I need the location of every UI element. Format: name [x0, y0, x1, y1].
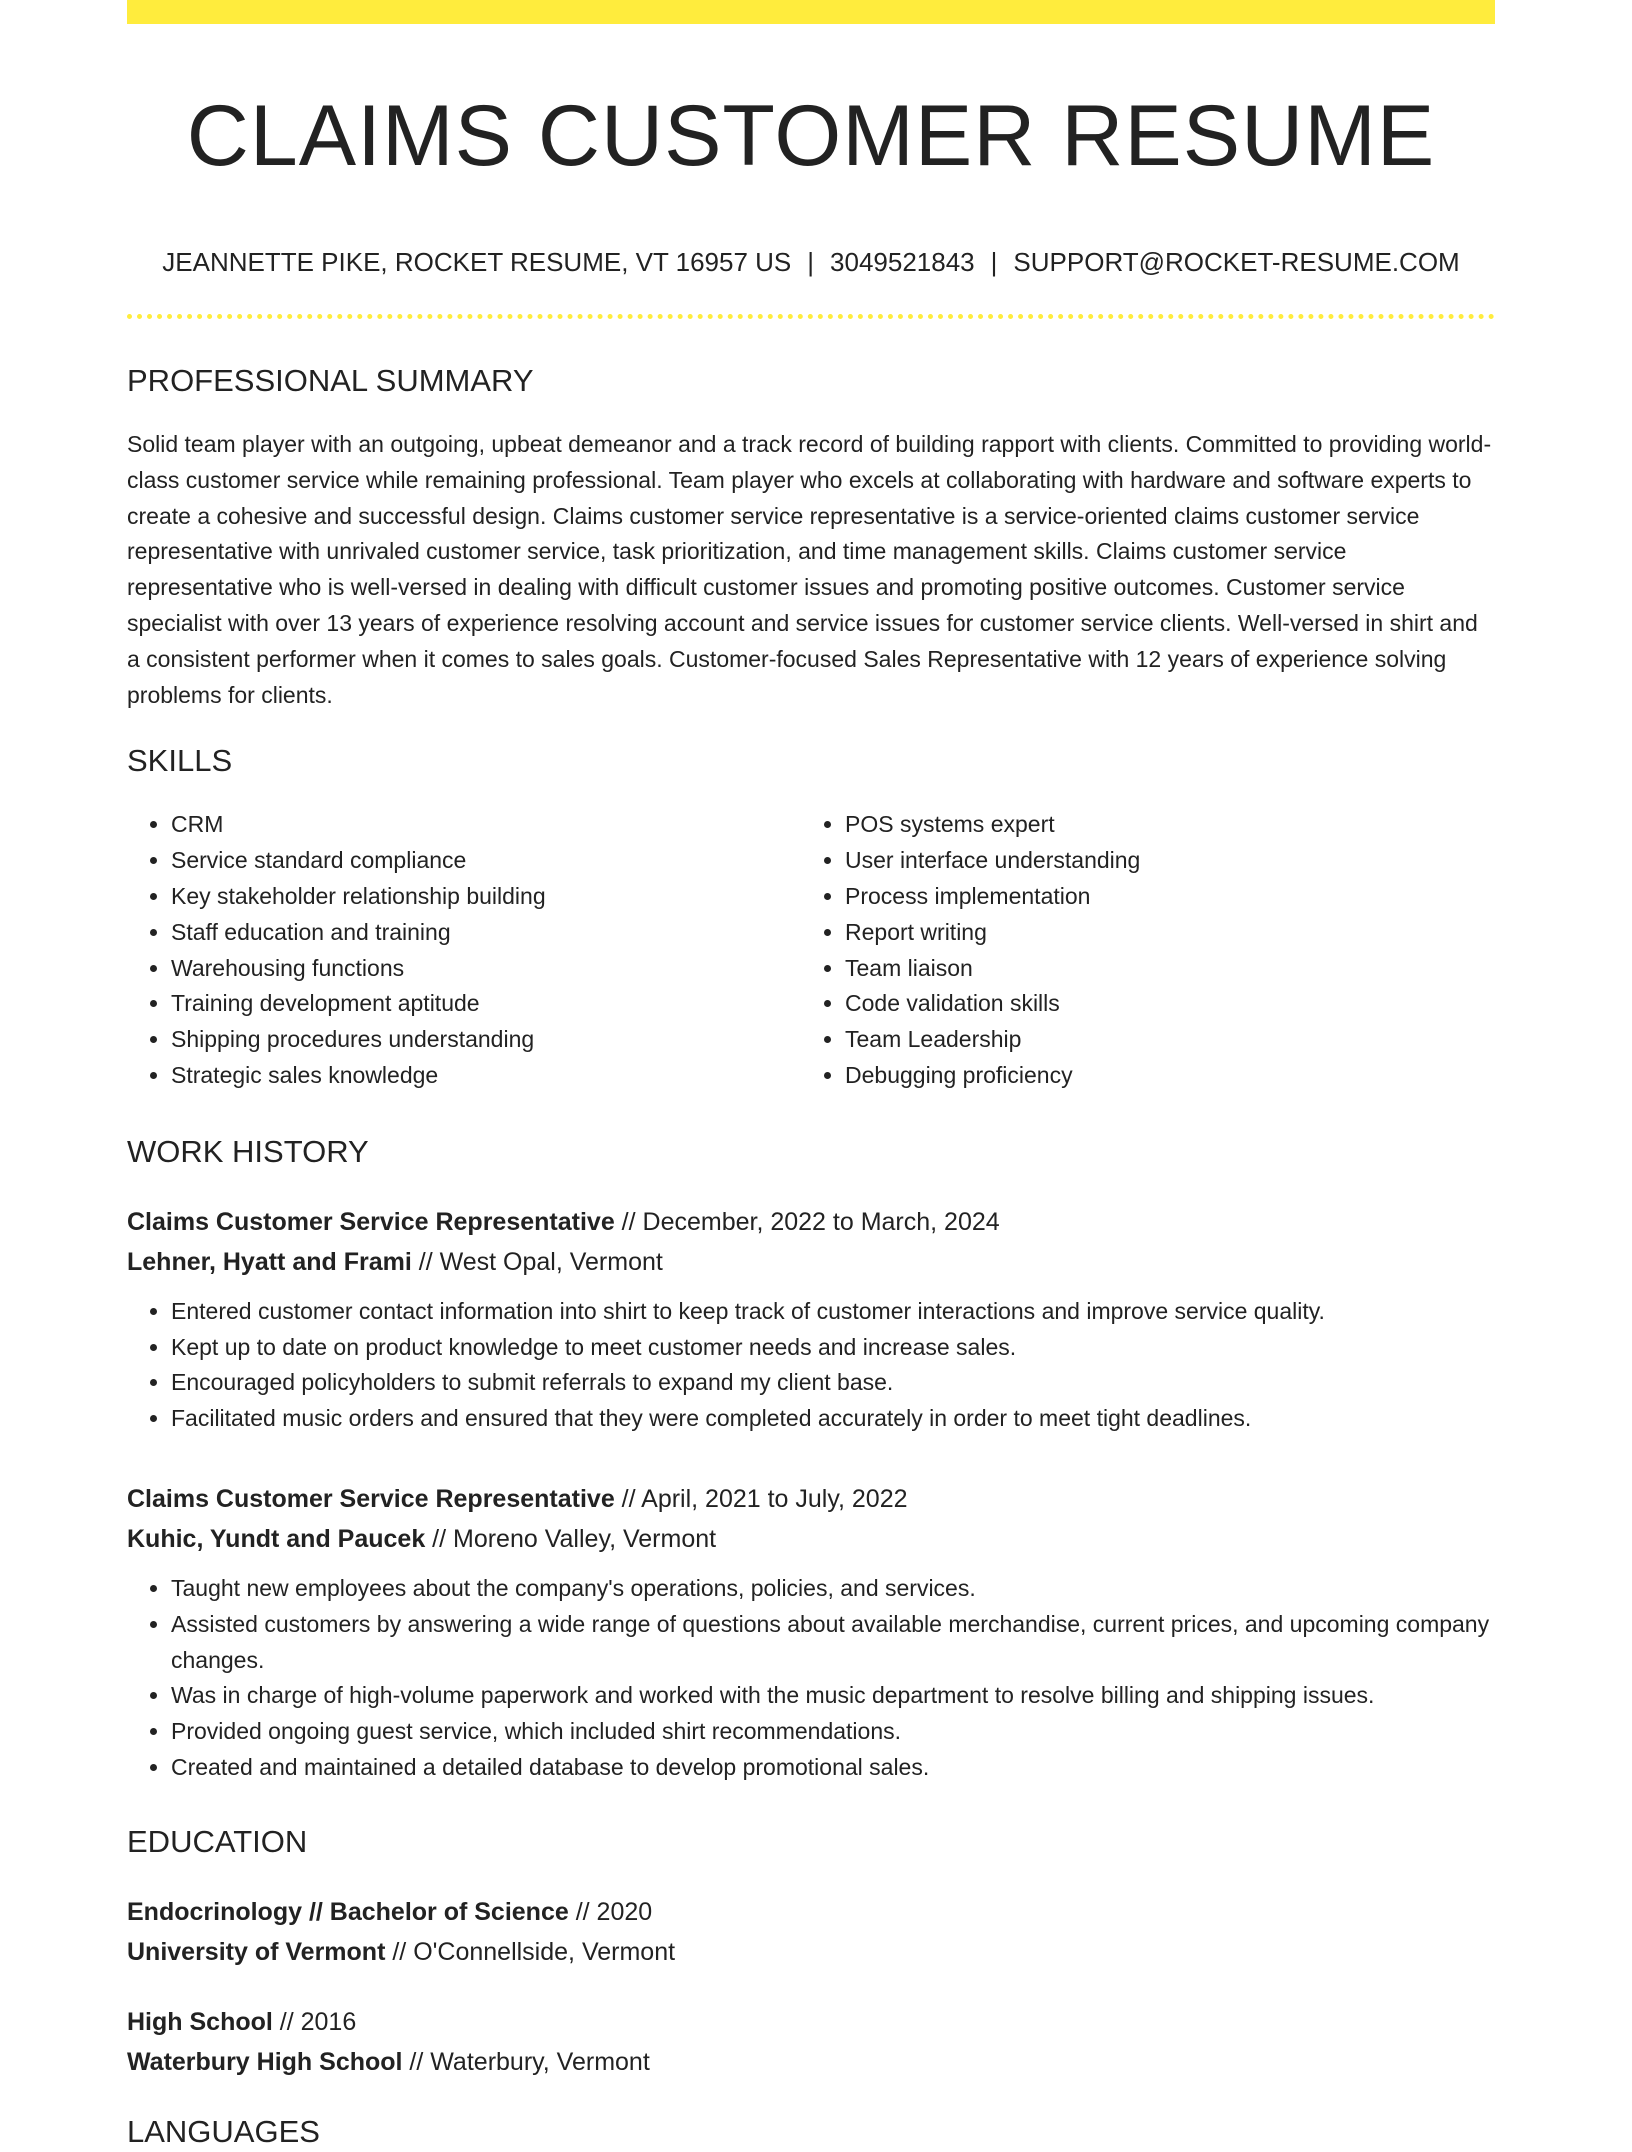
job-dates: // April, 2021 to July, 2022 [614, 1484, 908, 1513]
contact-separator: | [990, 247, 998, 277]
job-bullet: • Encouraged policyholders to submit referrals to expand my client base. [171, 1365, 1495, 1401]
job-bullet: • Kept up to date on product knowledge to meet customer needs and increase sales. [171, 1330, 1495, 1366]
skill-item: • Process implementation [845, 879, 1475, 915]
job-bullet: • Created and maintained a detailed database to develop promotional sales. [171, 1750, 1495, 1786]
job-title-line [127, 1202, 1495, 1242]
education-entry [127, 1892, 1495, 1972]
skill-item: • Key stakeholder relationship building [171, 879, 801, 915]
resume-title: CLAIMS CUSTOMER RESUME [186, 88, 1436, 184]
contact-address: JEANNETTE PIKE, ROCKET RESUME, VT 16957 US [162, 247, 792, 277]
degree-year: // 2020 [568, 1897, 653, 1926]
skills-column-right [801, 807, 1475, 1093]
job-bullet: • Was in charge of high-volume paperwork and worked with the music department to resolve billing and shipping issues. [171, 1678, 1495, 1714]
contact-email: SUPPORT@ROCKET-RESUME.COM [1013, 247, 1460, 277]
skill-item: • Staff education and training [171, 915, 801, 951]
resume-page [127, 0, 1495, 2152]
contact-phone: 3049521843 [830, 247, 975, 277]
skill-item: • Service standard compliance [171, 843, 801, 879]
skill-item: • Strategic sales knowledge [171, 1058, 801, 1094]
skill-item: • Team liaison [845, 951, 1475, 987]
job-bullet: • Entered customer contact information into shirt to keep track of customer interactions and improve service quality. [171, 1294, 1495, 1330]
dotted-divider [127, 314, 1495, 319]
degree-year: // 2016 [272, 2007, 357, 2036]
school-location: // O'Connellside, Vermont [385, 1937, 676, 1966]
job-bullet: • Provided ongoing guest service, which included shirt recommendations. [171, 1714, 1495, 1750]
skill-item: • Training development aptitude [171, 986, 801, 1022]
job-title: Claims Customer Service Representative [127, 1484, 615, 1513]
employer-location: // West Opal, Vermont [411, 1247, 663, 1276]
job-entry [127, 1479, 1495, 1786]
job-title-line [127, 1479, 1495, 1519]
skill-item: • Report writing [845, 915, 1475, 951]
skill-item: • POS systems expert [845, 807, 1475, 843]
skill-item: • Warehousing functions [171, 951, 801, 987]
skills-column-left [127, 807, 801, 1093]
skills-list [127, 807, 1495, 1093]
employer-location: // Moreno Valley, Vermont [425, 1524, 717, 1553]
school-name: University of Vermont [127, 1937, 386, 1966]
work-history-heading: WORK HISTORY [127, 1133, 369, 1169]
school-name: Waterbury High School [127, 2047, 403, 2076]
degree-line [127, 2002, 1495, 2042]
employer-line [127, 1519, 1495, 1559]
accent-top-bar [127, 0, 1495, 24]
school-line [127, 2042, 1495, 2082]
education-entry [127, 2002, 1495, 2082]
degree-line [127, 1892, 1495, 1932]
employer-name: Lehner, Hyatt and Frami [127, 1247, 412, 1276]
job-title: Claims Customer Service Representative [127, 1207, 615, 1236]
degree-name: Endocrinology // Bachelor of Science [127, 1897, 569, 1926]
job-dates: // December, 2022 to March, 2024 [614, 1207, 1000, 1236]
skill-item: • Team Leadership [845, 1022, 1475, 1058]
job-bullet: • Facilitated music orders and ensured that they were completed accurately in order to meet tight deadlines. [171, 1401, 1495, 1437]
skill-item: • CRM [171, 807, 801, 843]
education-heading: EDUCATION [127, 1823, 308, 1859]
skill-item: • Debugging proficiency [845, 1058, 1475, 1094]
contact-separator: | [807, 247, 815, 277]
job-bullets [127, 1571, 1495, 1786]
school-line [127, 1932, 1495, 1972]
job-bullets [127, 1294, 1495, 1437]
job-entry [127, 1202, 1495, 1437]
summary-heading: PROFESSIONAL SUMMARY [127, 363, 534, 398]
degree-name: High School [127, 2007, 273, 2036]
school-location: // Waterbury, Vermont [402, 2047, 650, 2076]
skill-item: • Code validation skills [845, 986, 1475, 1022]
employer-name: Kuhic, Yundt and Paucek [127, 1524, 426, 1553]
employer-line [127, 1242, 1495, 1282]
contact-line [127, 246, 1495, 278]
languages-heading: LANGUAGES [127, 2113, 320, 2149]
skill-item: • Shipping procedures understanding [171, 1022, 801, 1058]
summary-text: Solid team player with an outgoing, upbeat demeanor and a track record of building rapport with clients. Committed to providing world-class customer service while remaining professional. Team player who excels at collaborating with hardware and software experts to create a cohesive and successful design. Claims customer service representative is a service-oriented claims customer service representative with unrivaled customer service, task prioritization, and time management skills. Claims customer service representative who is well-versed in dealing with difficult customer issues and promoting positive outcomes. Customer service specialist with over 13 years of experience resolving account and service issues for customer service clients. Well-versed in shirt and a consistent performer when it comes to sales goals. Customer-focused Sales Representative with 12 years of experience solving problems for clients. [127, 431, 1492, 708]
skills-heading: SKILLS [127, 743, 233, 779]
job-bullet: • Assisted customers by answering a wide range of questions about available merchandise, current prices, and upcoming company changes. [171, 1607, 1495, 1679]
job-bullet: • Taught new employees about the company's operations, policies, and services. [171, 1571, 1495, 1607]
skill-item: • User interface understanding [845, 843, 1475, 879]
